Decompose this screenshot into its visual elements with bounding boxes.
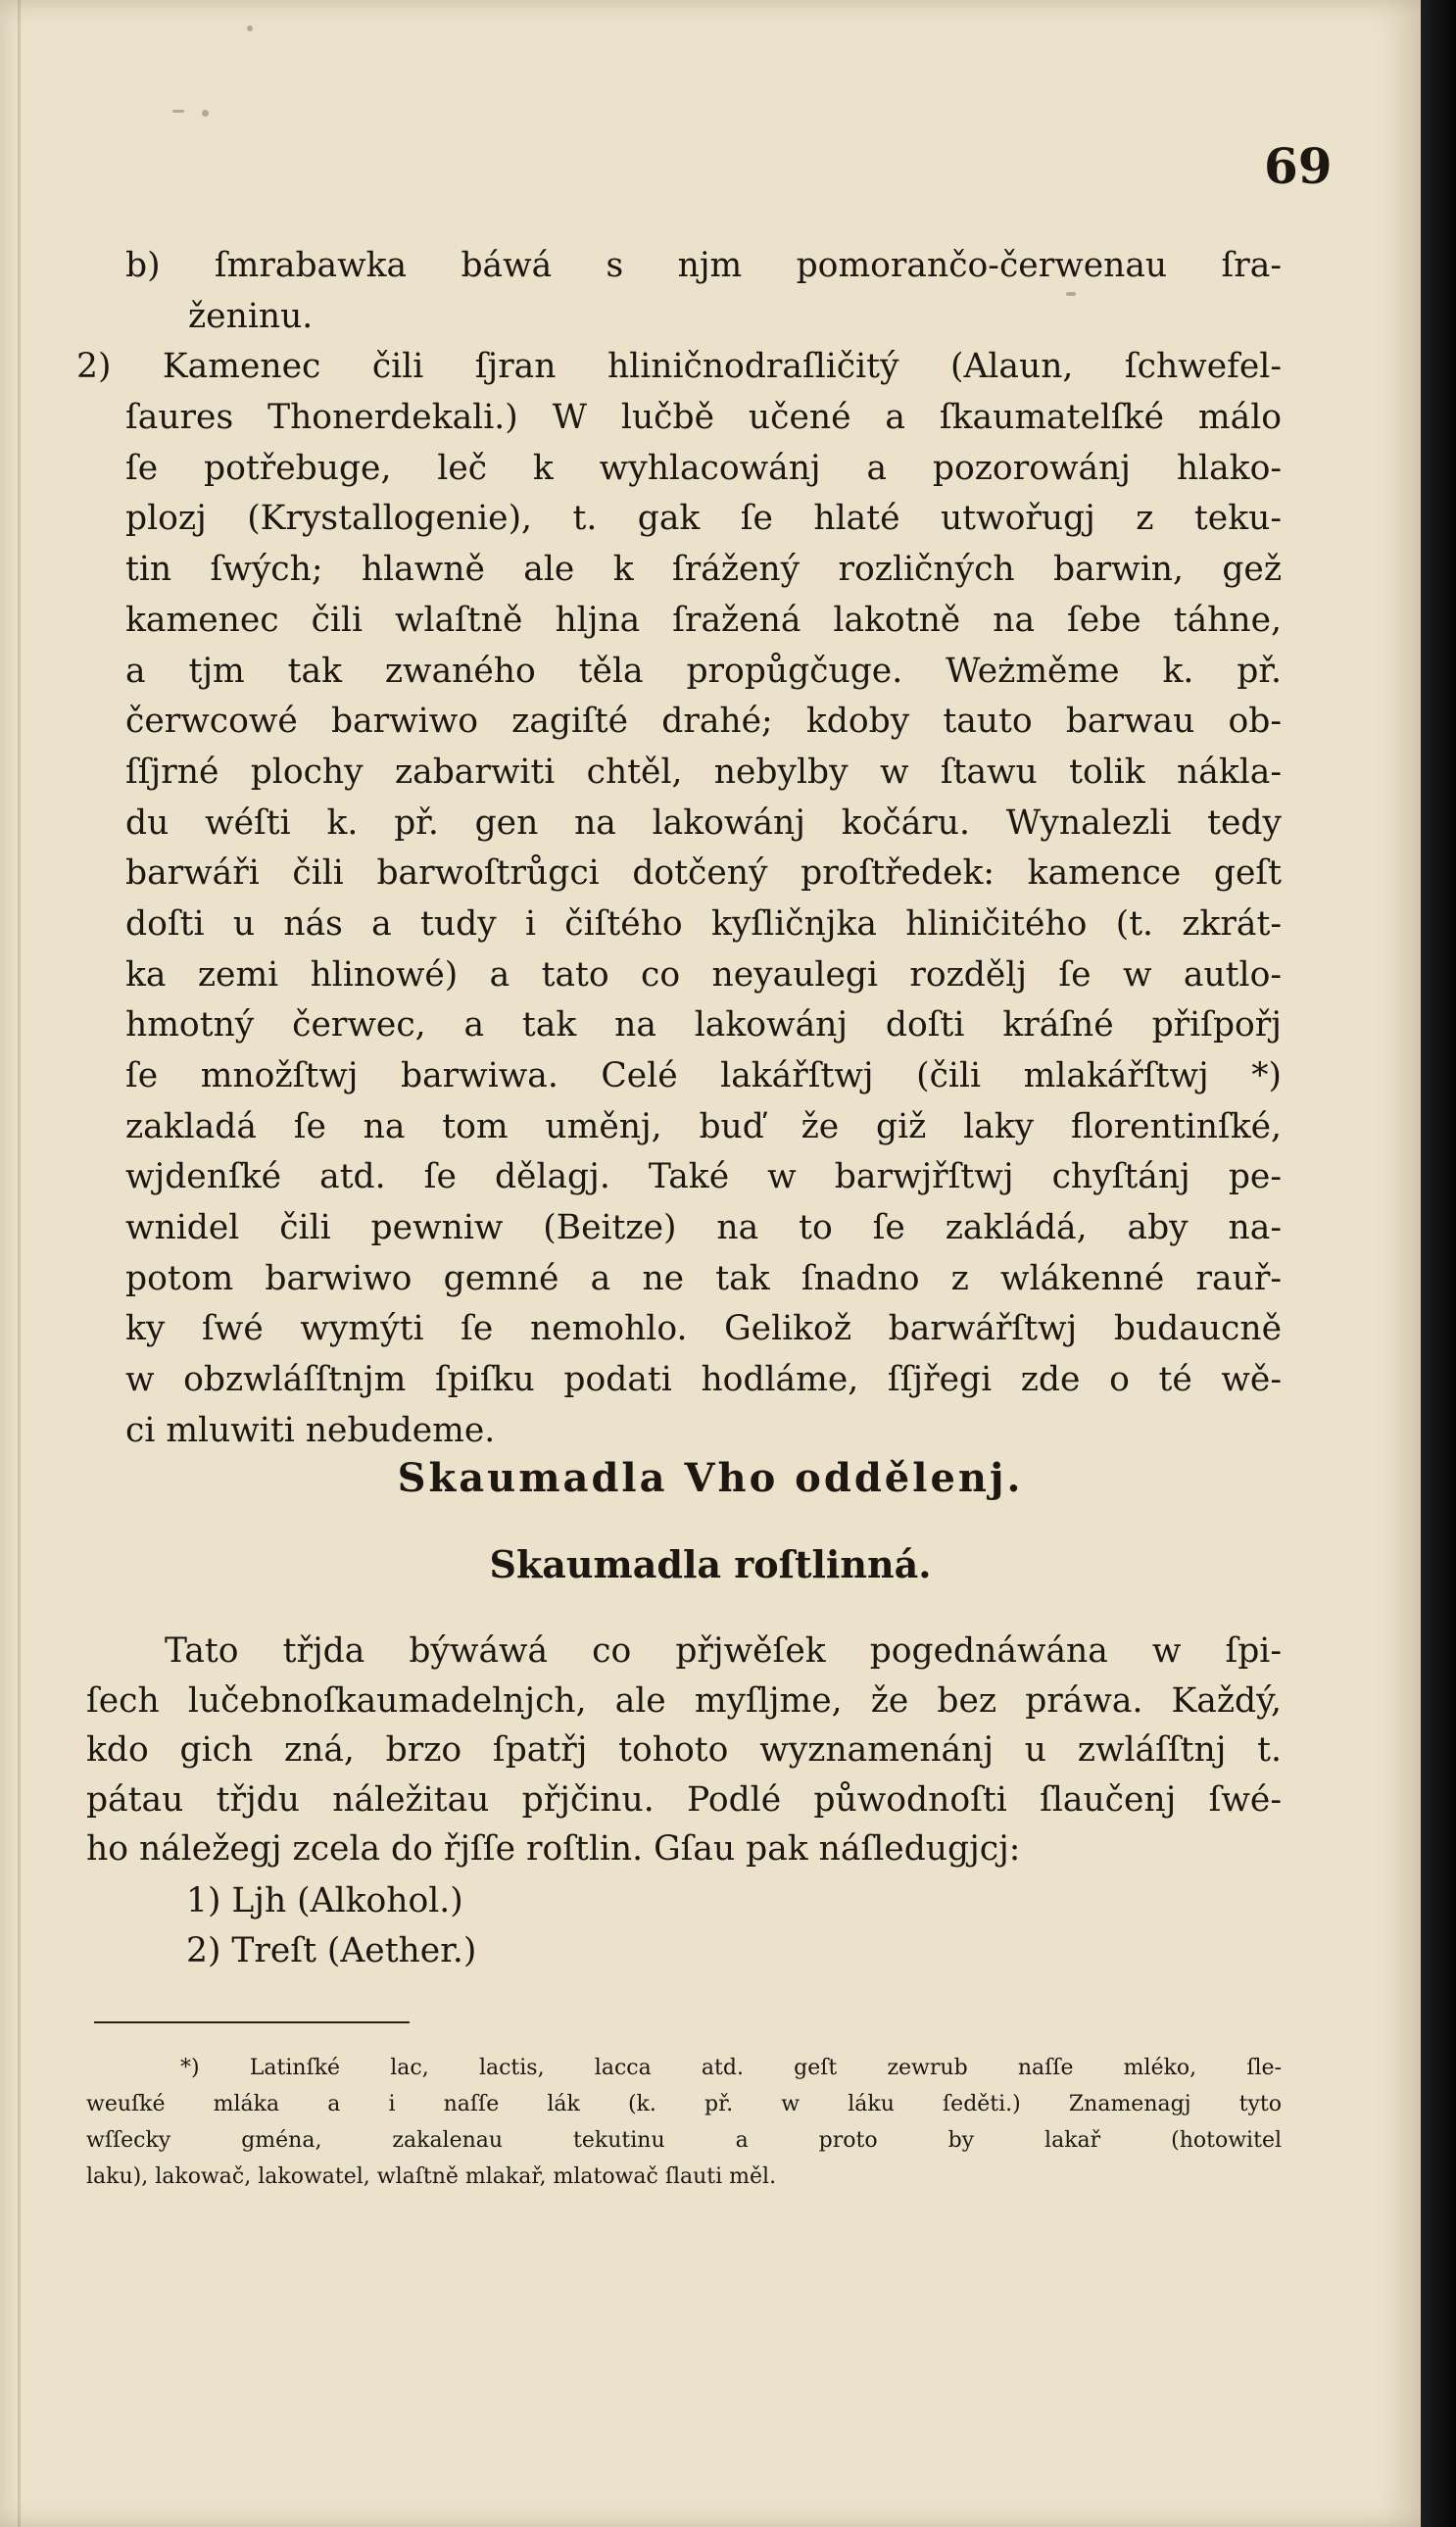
footnote bbox=[86, 2050, 1282, 2195]
footnote-divider bbox=[94, 2021, 410, 2023]
text-line: tin ſwých; hlawně ale k ſrážený rozličných barwin, gež bbox=[125, 550, 1282, 590]
text-line: potom barwiwo gemné a ne tak ſnadno z wlákenné rauř- bbox=[125, 1258, 1282, 1298]
footnote-line: weuſké mláka a i naſſe lák (k. př. w láku ſeděti.) Znamenagj tyto bbox=[86, 2092, 1282, 2116]
text-line: ci mluwiti nebudeme. bbox=[125, 1410, 496, 1450]
text-line: wjdenſké atd. ſe dělagj. Také w barwjřſtwj chyſtánj pe- bbox=[125, 1157, 1282, 1197]
text-line: plozj (Krystallogenie), t. gak ſe hlaté utwořugj z teku- bbox=[125, 499, 1282, 539]
substance-list bbox=[186, 1876, 1382, 1976]
text-line: barwáři čili barwoſtrůgci dotčený proſtředek: kamence geſt bbox=[125, 853, 1282, 894]
page-number: 69 bbox=[1264, 137, 1333, 195]
list-item: 1) Ljh (Alkohol.) bbox=[186, 1881, 463, 1920]
text-line: ženinu. bbox=[188, 296, 314, 336]
text-line: a tjm tak zwaného těla propůgčuge. Weżměme k. př. bbox=[125, 651, 1282, 691]
text-line: zakladá ſe na tom uměnj, buď že giž laky florentinſké, bbox=[125, 1106, 1282, 1146]
paper-speck bbox=[202, 110, 209, 117]
text-line: pátau třjdu náležitau přjčinu. Podlé půwodnoſti ſlaučenj ſwé- bbox=[86, 1779, 1282, 1820]
list-item: 2) Treſt (Aether.) bbox=[186, 1931, 477, 1970]
text-line: wnidel čili pewniw (Beitze) na to ſe zakládá, aby na- bbox=[125, 1208, 1282, 1248]
text-line: kamenec čili wlaſtně hljna ſražená lakotně na ſebe táhne, bbox=[125, 600, 1282, 640]
text-line: b) ſmrabawka báwá s njm pomorančo-čerwenau ſra- bbox=[125, 246, 1282, 285]
body-paragraph bbox=[86, 1627, 1282, 1874]
text-line: ſech lučebnoſkaumadelnjch, ale myſljme, že bez práwa. Každý, bbox=[86, 1680, 1282, 1721]
text-line: ſe množſtwj barwiwa. Celé lakářſtwj (čili mlakářſtwj *) bbox=[125, 1056, 1282, 1095]
text-line: Tato třjda býwáwá co přjwěſek pogednáwána w ſpi- bbox=[165, 1631, 1282, 1671]
text-line: kdo gich zná, brzo ſpatřj tohoto wyznamenánj u zwláſſtnj t. bbox=[86, 1730, 1282, 1771]
footnote-line: wſſecky gména, zakalenau tekutinu a proto by lakař (hotowitel bbox=[86, 2128, 1282, 2153]
text-line: ſſjrné plochy zabarwiti chtěl, nebylby w ſtawu tolik nákla- bbox=[125, 752, 1282, 792]
footnote-line: *) Latinſké lac, lactis, lacca atd. geſt zewrub naſſe mléko, ſle- bbox=[180, 2056, 1282, 2080]
section-heading: Skaumadla Vho oddělenj. bbox=[397, 1455, 1024, 1501]
text-line: ka zemi hlinowé) a tato co neyaulegi rozdělj ſe w autlo- bbox=[125, 954, 1282, 995]
text-line: du wéſti k. př. gen na lakowánj kočáru. Wynalezli tedy bbox=[125, 802, 1282, 843]
text-line: doſti u nás a tudy i čiſtého kyſličnjka hliničitého (t. zkrát- bbox=[125, 903, 1282, 944]
text-line: ky ſwé wymýti ſe nemohlo. Gelikož barwářſtwj budaucně bbox=[125, 1309, 1282, 1349]
scan-border bbox=[1421, 0, 1456, 2527]
text-line: 2) Kamenec čili ſjran hliničnodraſličitý (Alaun, ſchwefel- bbox=[76, 347, 1282, 387]
paper-speck bbox=[247, 25, 253, 31]
text-line: hmotný čerwec, a tak na lakowánj doſti kráſné přiſpořj bbox=[125, 1005, 1282, 1045]
page-fold-line bbox=[18, 0, 21, 2527]
text-line: ho náležegj zcela do řjſſe roſtlin. Gſau pak náſledugjcj: bbox=[86, 1829, 1021, 1870]
text-line: ſe potřebuge, leč k wyhlacowánj a pozorowánj hlako- bbox=[125, 448, 1282, 488]
body-paragraph bbox=[76, 241, 1282, 1457]
text-line: w obzwláſſtnjm ſpiſku podati hodláme, ſſjřegi zde o té wě- bbox=[125, 1360, 1282, 1400]
subsection-heading: Skaumadla roſtlinná. bbox=[489, 1542, 932, 1586]
footnote-line: laku), lakowač, lakowatel, wlaſtně mlakař, mlatowač ſlauti měl. bbox=[86, 2164, 777, 2189]
text-line: ſaures Thonerdekali.) W lučbě učené a ſkaumatelſké málo bbox=[125, 398, 1282, 438]
paper-speck bbox=[172, 110, 184, 113]
text-line: čerwcowé barwiwo zagiſté drahé; kdoby tauto barwau ob- bbox=[125, 702, 1282, 742]
